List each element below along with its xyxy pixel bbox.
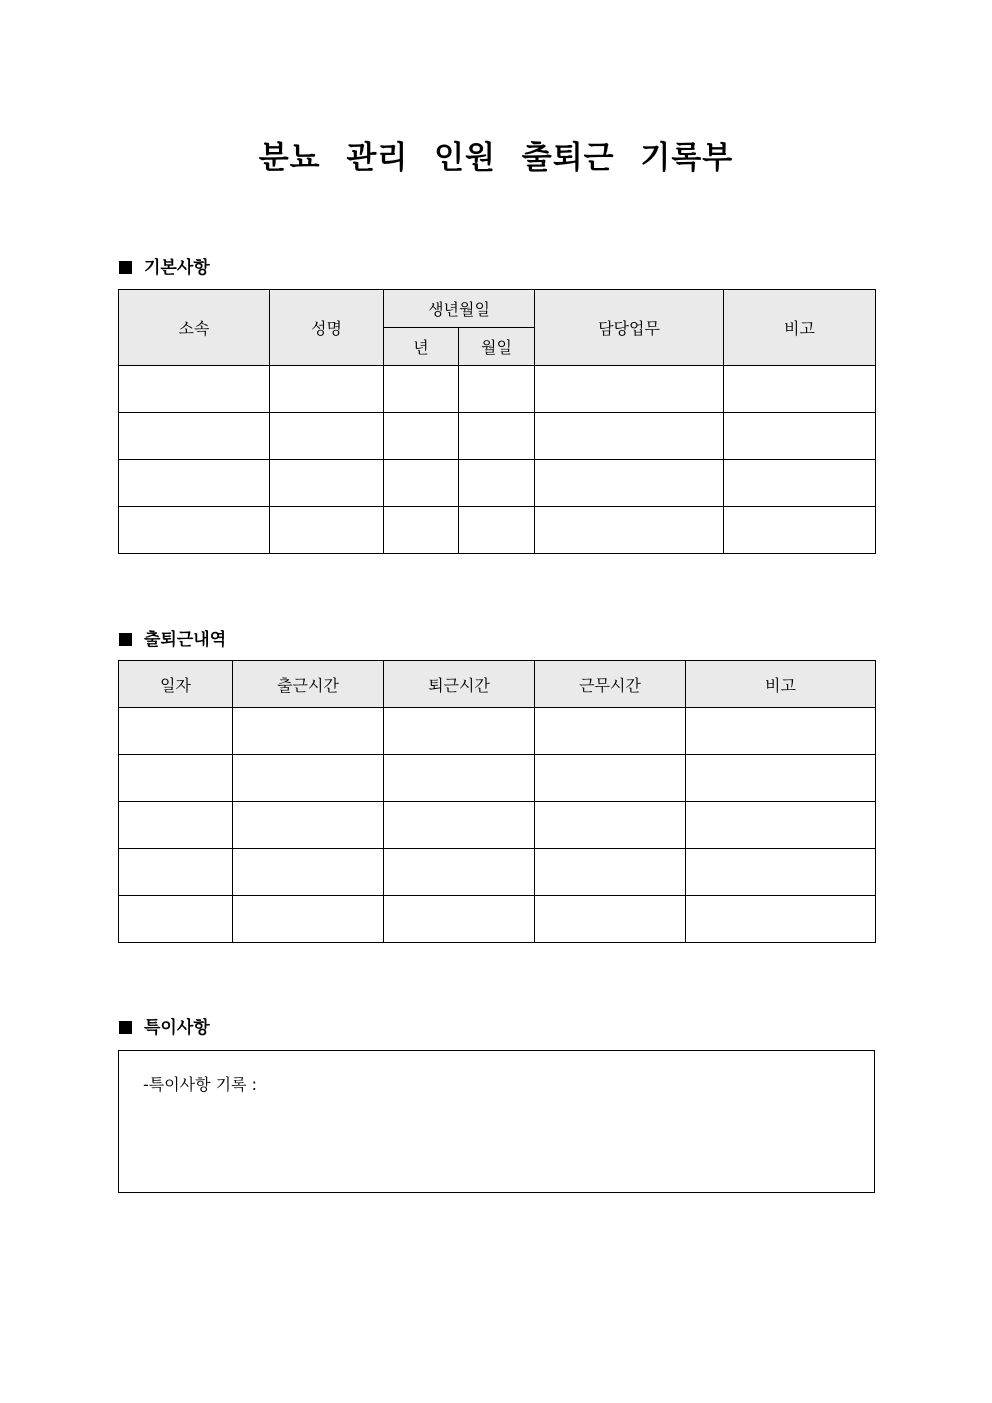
cell-year[interactable] <box>384 460 459 507</box>
cell-clock-in[interactable] <box>233 896 384 943</box>
section-heading-basic-label: 기본사항 <box>144 258 210 278</box>
cell-duty[interactable] <box>535 460 724 507</box>
cell-name[interactable] <box>270 460 384 507</box>
header-birthdate: 생년월일 <box>384 290 535 328</box>
cell-affiliation[interactable] <box>119 413 270 460</box>
black-square-icon <box>119 1021 132 1034</box>
cell-remark[interactable] <box>686 802 876 849</box>
section-heading-attendance <box>119 625 226 650</box>
cell-work-hours[interactable] <box>535 849 686 896</box>
section-heading-notes <box>119 1013 210 1038</box>
cell-year[interactable] <box>384 366 459 413</box>
cell-name[interactable] <box>270 507 384 554</box>
notes-box[interactable] <box>118 1050 875 1193</box>
table-row <box>119 413 876 460</box>
header-work-hours: 근무시간 <box>535 661 686 708</box>
basic-info-table <box>118 289 876 554</box>
cell-clock-out[interactable] <box>384 849 535 896</box>
cell-work-hours[interactable] <box>535 802 686 849</box>
table-row <box>119 460 876 507</box>
black-square-icon <box>119 633 132 646</box>
cell-date[interactable] <box>119 802 233 849</box>
cell-remark[interactable] <box>686 755 876 802</box>
cell-year[interactable] <box>384 413 459 460</box>
header-duty: 담당업무 <box>535 290 724 366</box>
cell-remark[interactable] <box>686 849 876 896</box>
cell-remark[interactable] <box>724 460 876 507</box>
table-row <box>119 802 876 849</box>
cell-date[interactable] <box>119 708 233 755</box>
cell-work-hours[interactable] <box>535 708 686 755</box>
header-clock-in: 출근시간 <box>233 661 384 708</box>
page-title: 분뇨 관리 인원 출퇴근 기록부 <box>258 140 734 176</box>
cell-affiliation[interactable] <box>119 366 270 413</box>
cell-affiliation[interactable] <box>119 507 270 554</box>
cell-duty[interactable] <box>535 413 724 460</box>
table-row <box>119 366 876 413</box>
cell-date[interactable] <box>119 896 233 943</box>
attendance-table <box>118 660 876 943</box>
section-heading-notes-label: 특이사항 <box>144 1018 210 1038</box>
section-heading-attendance-label: 출퇴근내역 <box>144 630 227 650</box>
cell-name[interactable] <box>270 413 384 460</box>
table-row <box>119 849 876 896</box>
cell-clock-in[interactable] <box>233 802 384 849</box>
cell-remark[interactable] <box>686 896 876 943</box>
header-affiliation: 소속 <box>119 290 270 366</box>
header-date: 일자 <box>119 661 233 708</box>
cell-remark[interactable] <box>724 507 876 554</box>
cell-date[interactable] <box>119 755 233 802</box>
cell-clock-in[interactable] <box>233 708 384 755</box>
cell-monthday[interactable] <box>459 366 535 413</box>
black-square-icon <box>119 261 132 274</box>
cell-duty[interactable] <box>535 507 724 554</box>
cell-clock-out[interactable] <box>384 802 535 849</box>
cell-monthday[interactable] <box>459 507 535 554</box>
section-heading-basic <box>119 253 210 278</box>
header-clock-out: 퇴근시간 <box>384 661 535 708</box>
table-row <box>119 708 876 755</box>
table-row <box>119 896 876 943</box>
cell-work-hours[interactable] <box>535 755 686 802</box>
table-row <box>119 507 876 554</box>
header-remark: 비고 <box>724 290 876 366</box>
cell-clock-in[interactable] <box>233 755 384 802</box>
cell-clock-out[interactable] <box>384 708 535 755</box>
header-name: 성명 <box>270 290 384 366</box>
cell-remark[interactable] <box>724 413 876 460</box>
cell-affiliation[interactable] <box>119 460 270 507</box>
cell-monthday[interactable] <box>459 460 535 507</box>
cell-year[interactable] <box>384 507 459 554</box>
notes-prompt: -특이사항 기록 : <box>143 1075 258 1094</box>
header-year: 년 <box>384 328 459 366</box>
cell-clock-in[interactable] <box>233 849 384 896</box>
cell-duty[interactable] <box>535 366 724 413</box>
table-row <box>119 755 876 802</box>
header-monthday: 월일 <box>459 328 535 366</box>
cell-monthday[interactable] <box>459 413 535 460</box>
cell-date[interactable] <box>119 849 233 896</box>
cell-remark[interactable] <box>724 366 876 413</box>
header-remark: 비고 <box>686 661 876 708</box>
cell-remark[interactable] <box>686 708 876 755</box>
cell-clock-out[interactable] <box>384 755 535 802</box>
cell-clock-out[interactable] <box>384 896 535 943</box>
cell-name[interactable] <box>270 366 384 413</box>
cell-work-hours[interactable] <box>535 896 686 943</box>
